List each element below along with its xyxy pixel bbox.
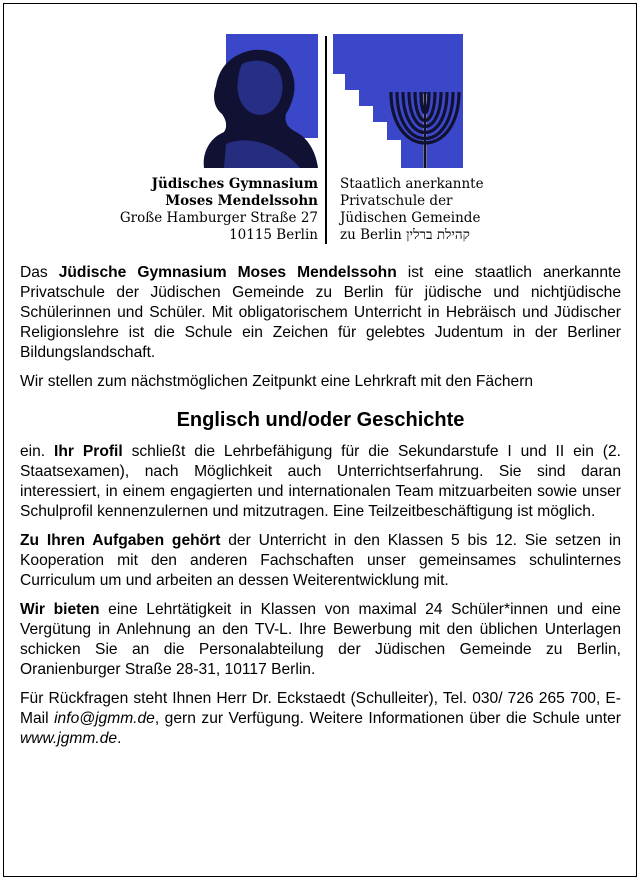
intro-pre: Das xyxy=(20,264,59,281)
tasks-bold: Zu Ihren Aufgaben gehört xyxy=(20,532,221,549)
school-street: Große Hamburger Straße 27 xyxy=(119,210,318,226)
school-name-bold: Jüdische Gymnasium Moses Mendelssohn xyxy=(58,264,397,281)
community-hebrew: קהילת ברלין xyxy=(406,227,470,243)
contact-mid: , gern zur Verfügung. Weitere Informationen über die Schule unter xyxy=(154,710,621,727)
profile-bold: Ihr Profil xyxy=(54,443,123,460)
benefits-paragraph xyxy=(20,600,621,680)
community-line-4 xyxy=(340,227,484,244)
tasks-post: der Unterricht in den Klassen 5 bis 12. Sie setzen in Kooperation mit den anderen Fachschaften unser gemeinsames schulinternes Curriculum um und arbeiten an dessen Weiterentwicklung mit. xyxy=(20,532,621,589)
intro-post: ist eine staatlich anerkannte Privatschule der Jüdischen Gemeinde zu Berlin für jüdische und nichtjüdische Schülerinnen und Schüler. Mit obligatorischem Unterricht in Hebräisch und Jüdischer Religionslehre ist die Schule ein Zeichen für gelebtes Judentum in der Berliner Bildungslandschaft. xyxy=(20,264,621,361)
contact-email-link[interactable]: info@jgmm.de xyxy=(54,710,155,727)
school-address xyxy=(120,176,318,244)
school-logo xyxy=(0,0,642,250)
contact-pre: Für Rückfragen steht Ihnen Herr Dr. Eckstaedt (Schulleiter), Tel. 030/ 726 265 700, E-Mail xyxy=(20,690,621,727)
school-city: 10115 Berlin xyxy=(229,227,318,243)
tasks-paragraph xyxy=(20,531,621,591)
community-line-2: Privatschule der xyxy=(340,193,453,209)
position-heading: Englisch und/oder Geschichte xyxy=(176,409,465,431)
profile-pre: ein. xyxy=(20,443,55,460)
menorah-icon xyxy=(333,34,463,168)
contact-end: . xyxy=(117,730,122,747)
community-line-1: Staatlich anerkannte xyxy=(340,176,484,192)
benefits-post: eine Lehrtätigkeit in Klassen von maximal 24 Schüler*innen und eine Vergütung in Anlehnung an den TV-L. Ihre Bewerbung mit den üblichen Unterlagen schicken Sie an die Personalabteilung der Jüdischen Gemeinde zu Berlin, Oranienburger Straße 28-31, 10117 Berlin. xyxy=(20,601,621,678)
school-name-line-2: Moses Mendelssohn xyxy=(165,193,318,209)
website-link[interactable]: www.jgmm.de xyxy=(20,730,118,747)
community-line-3: Jüdischen Gemeinde xyxy=(340,210,481,226)
logo-divider xyxy=(325,36,327,244)
community-label xyxy=(340,176,484,244)
school-name-line-1: Jüdisches Gymnasium xyxy=(151,176,318,192)
contact-paragraph xyxy=(20,689,621,749)
intro-paragraph xyxy=(20,263,621,363)
mendelssohn-portrait-icon xyxy=(196,34,318,168)
offer-paragraph: Wir stellen zum nächstmöglichen Zeitpunkt eine Lehrkraft mit den Fächern xyxy=(20,373,534,390)
profile-paragraph xyxy=(20,442,621,522)
profile-post: schließt die Lehrbefähigung für die Sekundarstufe I und II ein (2. Staatsexamen), nach Möglichkeit auch Unterrichtserfahrung. Sie sind daran interessiert, in einem engagierten und internationalen Team mitzuarbeiten sowie unser Schulprofil kennenzulernen und mitzutragen. Eine Teilzeitbeschäftigung ist möglich. xyxy=(20,443,621,520)
ad-body xyxy=(20,263,621,758)
benefits-bold: Wir bieten xyxy=(20,601,100,618)
community-berlin: zu Berlin xyxy=(340,227,402,243)
